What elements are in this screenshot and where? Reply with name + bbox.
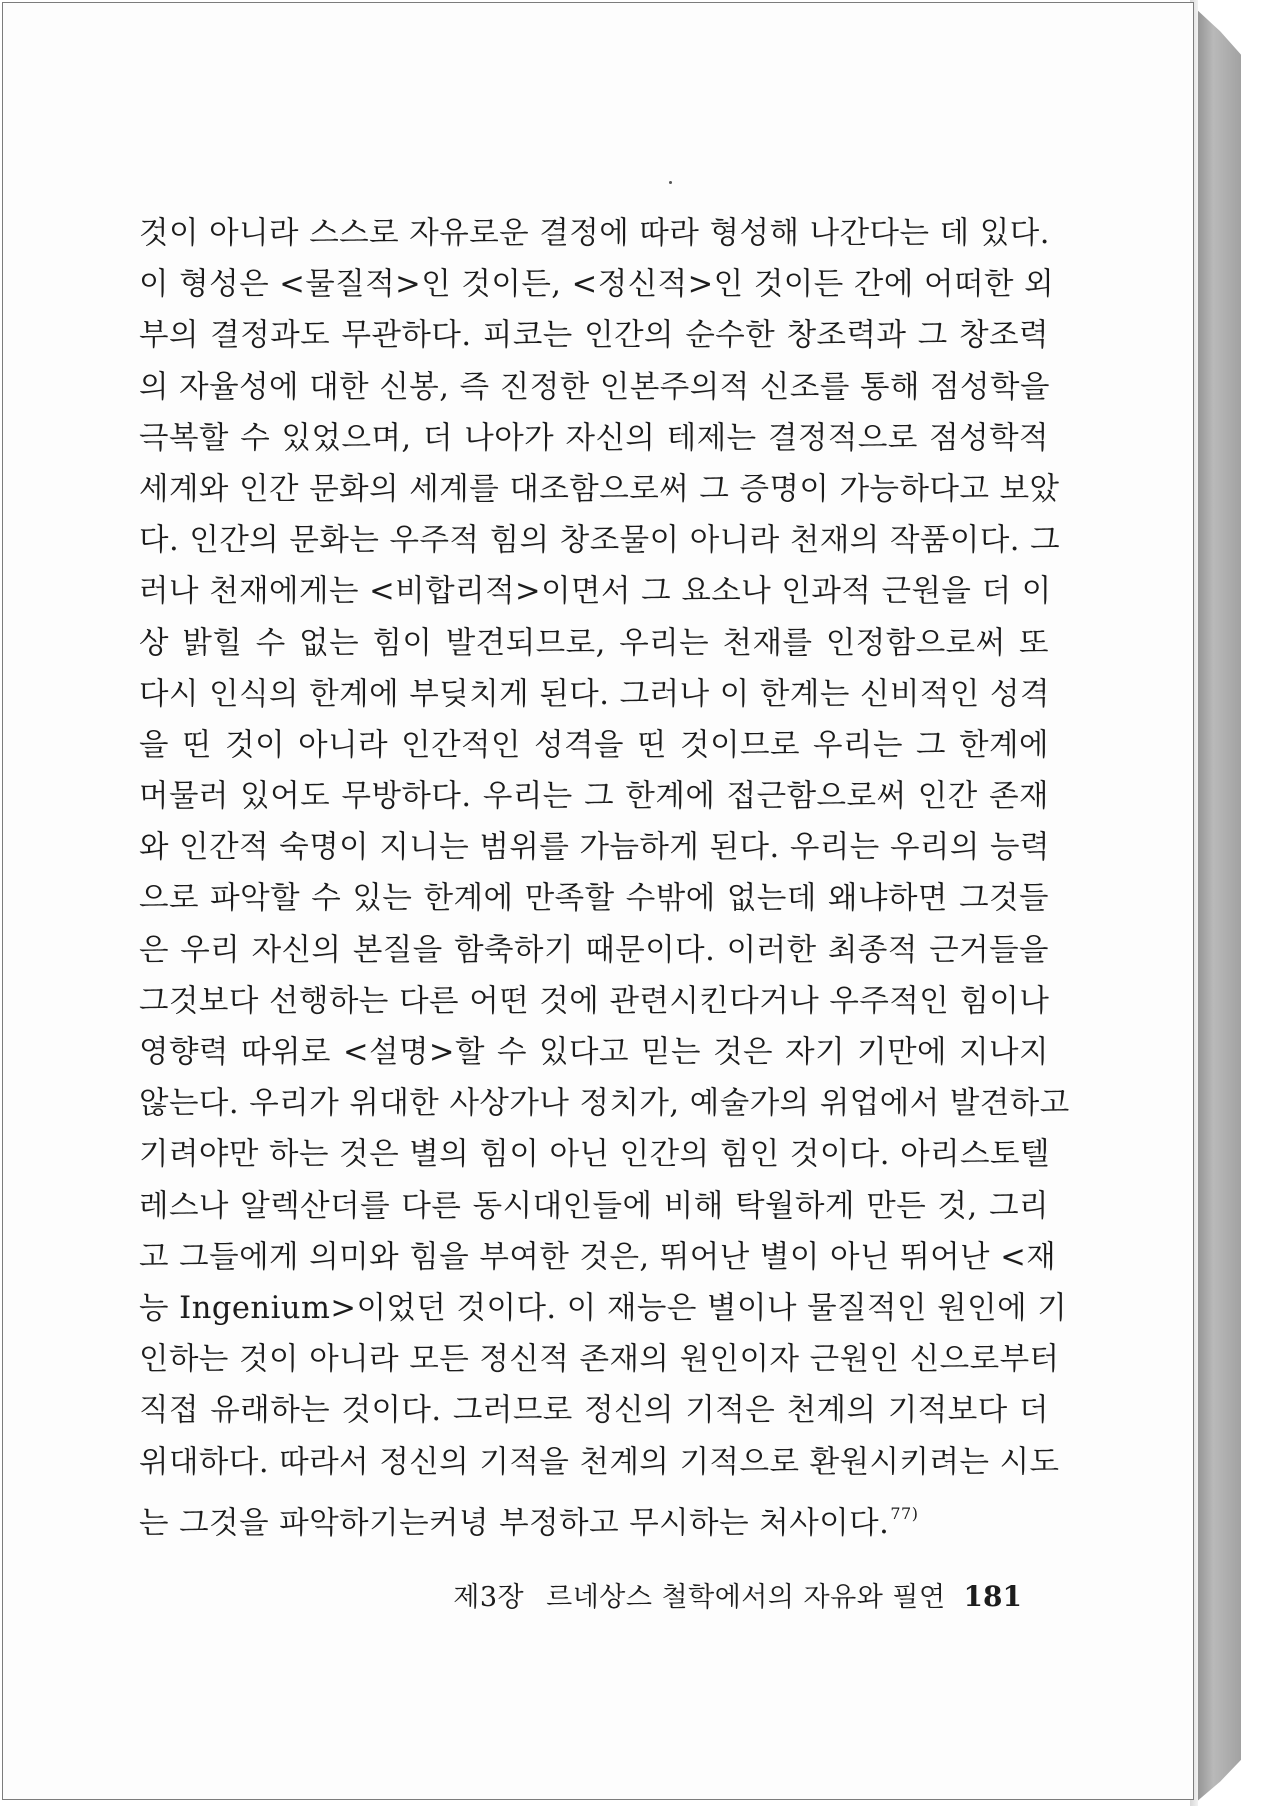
text-line: 다. 인간의 문화는 우주적 힘의 창조물이 아니라 천재의 작품이다. 그 [139,523,1061,559]
text-line: 머물러 있어도 무방하다. 우리는 그 한계에 접근함으로써 인간 존재 [139,779,1049,815]
text-line-last [139,1488,1049,1539]
text-line: 기려야만 하는 것은 별의 힘이 아닌 인간의 힘인 것이다. 아리스토텔 [139,1137,1050,1173]
text-line: 의 자율성에 대한 신봉, 즉 진정한 인본주의적 신조를 통해 점성학을 [139,369,1050,405]
text-line: 영향력 따위로 <설명>할 수 있다고 믿는 것은 자기 기만에 지나지 [139,1035,1049,1070]
footnote-reference[interactable]: 77) [890,1503,919,1523]
text-line: 인하는 것이 아니라 모든 정신적 존재의 원인이자 근원인 신으로부터 [139,1342,1060,1378]
chapter-label: 제3장 [453,1582,525,1613]
text-line: 부의 결정과도 무관하다. 피코는 인간의 순수한 창조력과 그 창조력 [139,318,1049,354]
text-line: 않는다. 우리가 위대한 사상가나 정치가, 예술가의 위업에서 발견하고 [139,1086,1070,1122]
running-footer [453,1575,1022,1614]
text-line: 와 인간적 숙명이 지니는 범위를 가늠하게 된다. 우리는 우리의 능력 [139,830,1050,866]
text-line: 극복할 수 있었으며, 더 나아가 자신의 테제는 결정적으로 점성학적 [139,420,1049,456]
page-stack-shadow [1195,8,1241,1803]
text-line: 그것보다 선행하는 다른 어떤 것에 관련시킨다거나 우주적인 힘이나 [139,983,1050,1019]
text-line: 레스나 알렉산더를 다른 동시대인들에 비해 탁월하게 만든 것, 그리 [139,1188,1049,1224]
text-line: 고 그들에게 의미와 힘을 부여한 것은, 뛰어난 별이 아닌 뛰어난 <재 [139,1239,1057,1275]
page-number: 181 [963,1580,1022,1613]
last-line-text: 는 그것을 파악하기는커녕 부정하고 무시하는 처사이다. [139,1505,890,1541]
chapter-title: 르네상스 철학에서의 자유와 필연 [546,1582,946,1613]
text-line: 상 밝힐 수 없는 힘이 발견되므로, 우리는 천재를 인정함으로써 또 [139,625,1049,661]
text-line: 세계와 인간 문화의 세계를 대조함으로써 그 증명이 가능하다고 보았 [139,471,1060,507]
text-line: 위대하다. 따라서 정신의 기적을 천계의 기적으로 환원시키려는 시도 [139,1444,1060,1480]
text-line: 직접 유래하는 것이다. 그러므로 정신의 기적은 천계의 기적보다 더 [139,1393,1049,1429]
text-line: 을 띤 것이 아니라 인간적인 성격을 띤 것이므로 우리는 그 한계에 [139,727,1049,763]
text-line: 것이 아니라 스스로 자유로운 결정에 따라 형성해 나간다는 데 있다. [139,216,1050,251]
text-line: 능 Ingenium>이었던 것이다. 이 재능은 별이나 물질적인 원인에 기 [139,1290,1068,1326]
body-text [139,208,1070,1541]
text-line: 으로 파악할 수 있는 한계에 만족할 수밖에 없는데 왜냐하면 그것들 [139,881,1049,917]
speck-mark [669,181,672,184]
text-line: 이 형성은 <물질적>인 것이든, <정신적>인 것이든 간에 어떠한 외 [139,267,1055,303]
text-line: 다시 인식의 한계에 부딪치게 된다. 그러나 이 한계는 신비적인 성격 [139,676,1050,712]
text-line: 러나 천재에게는 <비합리적>이면서 그 요소나 인과적 근원을 더 이 [139,574,1052,610]
text-line: 은 우리 자신의 본질을 함축하기 때문이다. 이러한 최종적 근거들을 [139,932,1049,968]
